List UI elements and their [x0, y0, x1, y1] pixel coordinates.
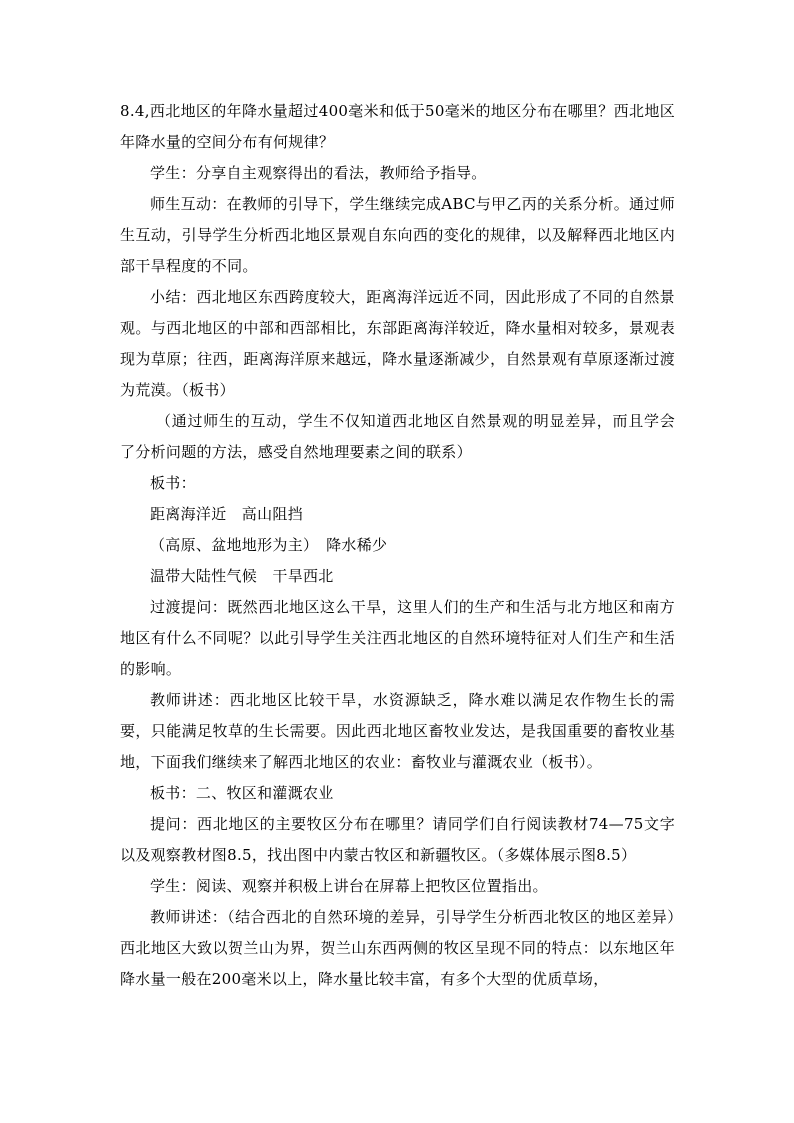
paragraph-rainfall-question: 8.4,西北地区的年降水量超过400毫米和低于50毫米的地区分布在哪里？西北地区年降水量的空间分布有何规律？: [120, 102, 675, 151]
paragraph-summary: 小结：西北地区东西跨度较大，距离海洋远近不同，因此形成了不同的自然景观。与西北地区的中部和西部相比，东部距离海洋较近，降水量相对较多，景观表现为草原；往西，距离海洋原来越远，降水量逐渐减少，自然景观有草原逐渐过渡为荒漠。（板书）: [120, 288, 675, 399]
document-body: [120, 96, 675, 995]
paragraph-student-share: 学生：分享自主观察得出的看法，教师给予指导。: [150, 164, 487, 182]
paragraph-interaction: 师生互动：在教师的引导下，学生继续完成ABC与甲乙丙的关系分析。通过师生互动，引导学生分析西北地区景观自东向西的变化的规律，以及解释西北地区内部干旱程度的不同。: [120, 195, 675, 275]
board-line-2: （高原、盆地地形为主） 降水稀少: [150, 536, 388, 554]
board-line-1: 距离海洋近 高山阻挡: [150, 505, 304, 523]
paragraph-transition-question: 过渡提问：既然西北地区这么干旱，这里人们的生产和生活与北方地区和南方地区有什么不同呢？以此引导学生关注西北地区的自然环境特征对人们生产和生活的影响。: [120, 598, 675, 678]
paragraph-teacher-explanation: 教师讲述：西北地区比较干旱，水资源缺乏，降水难以满足农作物生长的需要，只能满足牧草的生长需要。因此西北地区畜牧业发达，是我国重要的畜牧业基地，下面我们继续来了解西北地区的农业：畜牧业与灌溉农业（板书）。: [120, 691, 675, 771]
paragraph-interaction-note: （通过师生的互动，学生不仅知道西北地区自然景观的明显差异，而且学会了分析问题的方法，感受自然地理要素之间的联系）: [120, 412, 675, 461]
paragraph-teacher-pasture-explanation: 教师讲述：（结合西北的自然环境的差异，引导学生分析西北牧区的地区差异）西北地区大致以贺兰山为界，贺兰山东西两侧的牧区呈现不同的特点：以东地区年降水量一般在200毫米以上，降水量比较丰富，有多个大型的优质草场，: [120, 908, 675, 988]
paragraph-pasture-question: 提问：西北地区的主要牧区分布在哪里？请同学们自行阅读教材74—75文字以及观察教材图8.5，找出图中内蒙古牧区和新疆牧区。（多媒体展示图8.5）: [120, 815, 675, 864]
paragraph-board-label: 板书：: [150, 474, 196, 492]
board-line-3: 温带大陆性气候 干旱西北: [150, 567, 334, 585]
paragraph-student-activity: 学生：阅读、观察并积极上讲台在屏幕上把牧区位置指出。: [150, 877, 548, 895]
paragraph-board-heading: 板书：二、牧区和灌溉农业: [150, 784, 334, 802]
